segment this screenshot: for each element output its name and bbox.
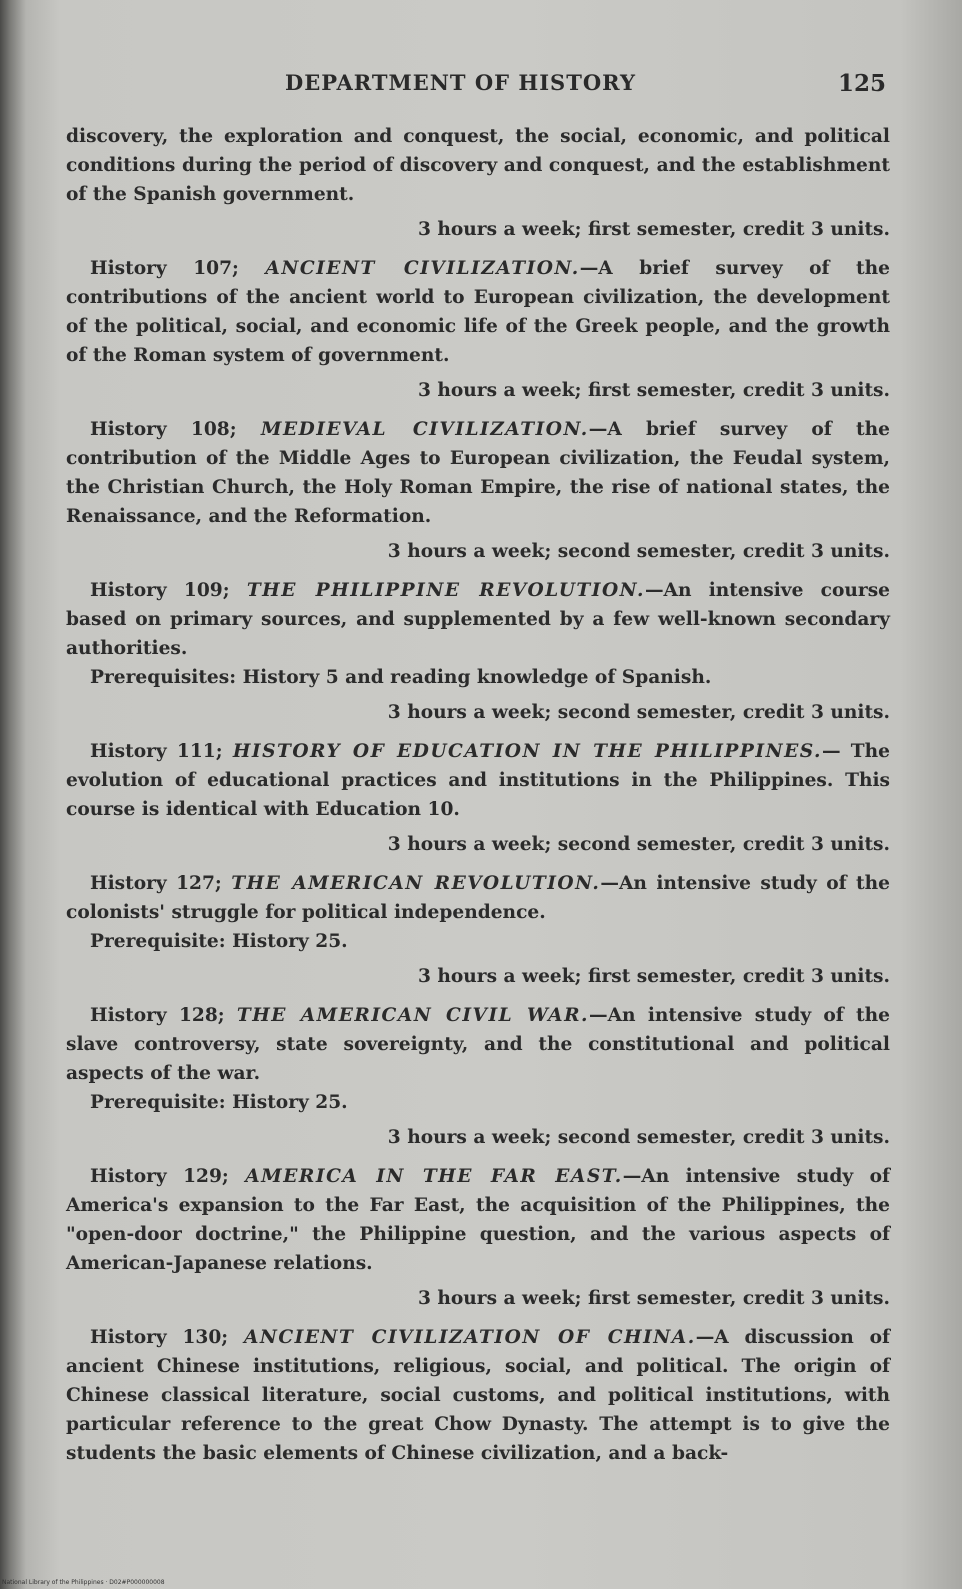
course-credit: 3 hours a week; second semester, credit 3 units. [387,1127,890,1148]
course-code: History 127; [90,873,232,894]
course-name: THE AMERICAN CIVIL WAR. [236,1005,590,1026]
course-paragraph [66,1323,890,1468]
course-entry-128 [66,1001,890,1152]
course-entry-107 [66,254,890,405]
intro-paragraph: discovery, the exploration and conquest, the social, economic, and political conditions during the period of discovery and conquest, and the establishment of the Spanish government. [66,126,890,205]
running-header [60,64,890,104]
course-entry-129 [66,1162,890,1313]
course-credit: 3 hours a week; second semester, credit 3 units. [387,541,890,562]
scan-footer-text: National Library of the Philippines · D02#P000000008 [2,1579,165,1586]
course-name: THE AMERICAN REVOLUTION. [231,873,601,894]
course-name: ANCIENT CIVILIZATION. [265,258,580,279]
course-entry-130 [66,1323,890,1468]
course-credit: 3 hours a week; first semester, credit 3 units. [417,1288,890,1309]
course-entry-109 [66,576,890,727]
course-description: —A brief survey of the contributions of the ancient world to European civilization, the development of the political, social, and economic life of the Greek people, and the growth of the Roman system of government. [66,258,890,366]
course-name: MEDIEVAL CIVILIZATION. [260,419,589,440]
course-credit: 3 hours a week; second semester, credit 3 units. [387,834,890,855]
course-entry-127 [66,869,890,991]
course-paragraph [66,1162,890,1278]
course-entry-111 [66,737,890,859]
course-code: History 107; [90,258,266,279]
course-credit: 3 hours a week; first semester, credit 3 units. [417,380,890,401]
course-paragraph [66,869,890,927]
page-number: 125 [837,70,886,97]
course-paragraph [66,576,890,663]
course-code: History 129; [90,1166,246,1187]
course-code: History 109; [90,580,247,601]
page-content [66,122,890,1468]
course-name: HISTORY OF EDUCATION IN THE PHILIPPINES. [232,741,822,762]
course-description: —An intensive study of the slave controversy, state sovereignty, and the constitutional and political aspects of the war. [66,1005,890,1084]
course-code: History 128; [90,1005,237,1026]
course-code: History 130; [90,1327,244,1348]
course-description: —An intensive course based on primary sources, and supplemented by a few well-known secondary authorities. [66,580,890,659]
course-paragraph [66,415,890,531]
course-paragraph [66,737,890,824]
course-name: ANCIENT CIVILIZATION OF CHINA. [243,1327,696,1348]
course-name: AMERICA IN THE FAR EAST. [245,1166,623,1187]
course-code: History 111; [90,741,233,762]
course-prerequisite: Prerequisite: History 25. [90,931,348,952]
course-paragraph [66,254,890,370]
intro-block [66,122,890,244]
header-title: DEPARTMENT OF HISTORY [285,70,636,95]
course-entry-108 [66,415,890,566]
course-paragraph [66,1001,890,1088]
course-credit: 3 hours a week; second semester, credit 3 units. [387,702,890,723]
course-description: —A brief survey of the contribution of the Middle Ages to European civilization, the Feudal system, the Christian Church, the Holy Roman Empire, the rise of national states, the Renaissance, and the Reformation. [66,419,890,527]
course-name: THE PHILIPPINE REVOLUTION. [246,580,645,601]
course-prerequisite: Prerequisites: History 5 and reading knowledge of Spanish. [90,667,712,688]
course-code: History 108; [90,419,261,440]
course-credit: 3 hours a week; first semester, credit 3 units. [417,966,890,987]
course-description: — The evolution of educational practices and institutions in the Philippines. This course is identical with Education 10. [66,741,890,820]
course-description: —An intensive study of America's expansion to the Far East, the acquisition of the Philippines, the "open-door doctrine," the Philippine question, and the various aspects of American-Japanese relations. [66,1166,890,1274]
course-credit: 3 hours a week; first semester, credit 3 units. [417,219,890,240]
course-description: —A discussion of ancient Chinese institutions, religious, social, and political. The origin of Chinese classical literature, social customs, and political institutions, with particular reference to the great Chow Dynasty. The attempt is to give the students the basic elements of Chinese civilization, and a back- [66,1327,890,1464]
course-description: —An intensive study of the colonists' struggle for political independence. [66,873,890,923]
course-prerequisite: Prerequisite: History 25. [90,1092,348,1113]
